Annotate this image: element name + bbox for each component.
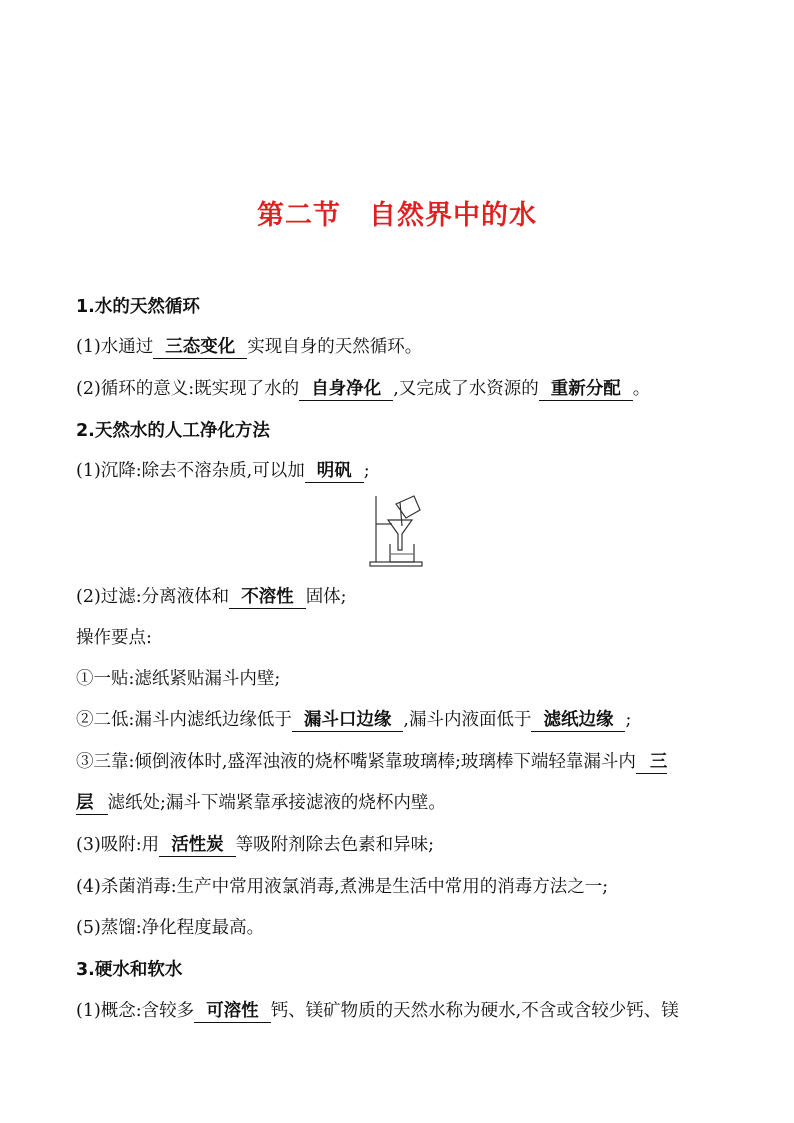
answer-blank: 三 [636,751,668,774]
text-line [76,458,726,484]
line-text: ; [625,710,632,730]
line-text: ③三靠:倾倒液体时,盛浑浊液的烧杯嘴紧靠玻璃棒;玻璃棒下端轻靠漏斗内 [76,752,636,772]
answer-blank: 活性炭 [159,834,236,857]
answer-blank: 自身净化 [299,378,393,401]
line-text: ②二低:漏斗内滤纸边缘低于 [76,710,292,730]
text-line: 操作要点: [76,628,152,648]
filtration-apparatus-figure [368,492,426,568]
answer-blank: 可溶性 [194,1000,271,1023]
answer-blank: 三态变化 [153,336,247,359]
text-line [76,832,726,858]
answer-blank: 明矾 [305,460,364,483]
text-line [76,790,726,816]
text-line: (4)杀菌消毒:生产中常用液氯消毒,煮沸是生活中常用的消毒方法之一; [76,877,609,897]
line-text: 固体; [305,587,347,607]
line-text: 。 [632,379,651,399]
line-text: ,又完成了水资源的 [393,379,539,399]
section-heading-3: 3.硬水和软水 [76,960,183,980]
line-text: ,漏斗内液面低于 [403,710,532,730]
text-line: ①一贴:滤纸紧贴漏斗内壁; [76,669,281,689]
line-text: (1)概念:含较多 [76,1001,195,1021]
line-text: ; [363,461,370,481]
section-heading-1: 1.水的天然循环 [76,297,200,317]
page-title: 第二节 自然界中的水 [257,200,537,231]
answer-blank: 重新分配 [539,378,633,401]
answer-blank: 层 [76,792,108,815]
answer-blank: 不溶性 [229,586,306,609]
line-text: (3)吸附:用 [76,835,160,855]
text-line [76,376,726,402]
text-line [76,334,726,360]
line-text: 等吸附剂除去色素和异味; [235,835,435,855]
text-line [76,707,726,733]
line-text: (2)过滤:分离液体和 [76,587,230,607]
line-text: 实现自身的天然循环。 [247,337,423,357]
text-line [76,584,726,610]
answer-blank: 滤纸边缘 [531,709,625,732]
answer-blank: 漏斗口边缘 [292,709,404,732]
text-line: (5)蒸馏:净化程度最高。 [76,918,265,938]
text-line [76,749,726,775]
line-text: (1)水通过 [76,337,154,357]
line-text: (2)循环的意义:既实现了水的 [76,379,300,399]
line-text: 钙、镁矿物质的天然水称为硬水,不含或含较少钙、镁 [270,1001,679,1021]
section-heading-2: 2.天然水的人工净化方法 [76,421,270,441]
line-text: (1)沉降:除去不溶杂质,可以加 [76,461,305,481]
line-text: 滤纸处;漏斗下端紧靠承接滤液的烧杯内壁。 [107,793,446,813]
text-line [76,998,726,1024]
